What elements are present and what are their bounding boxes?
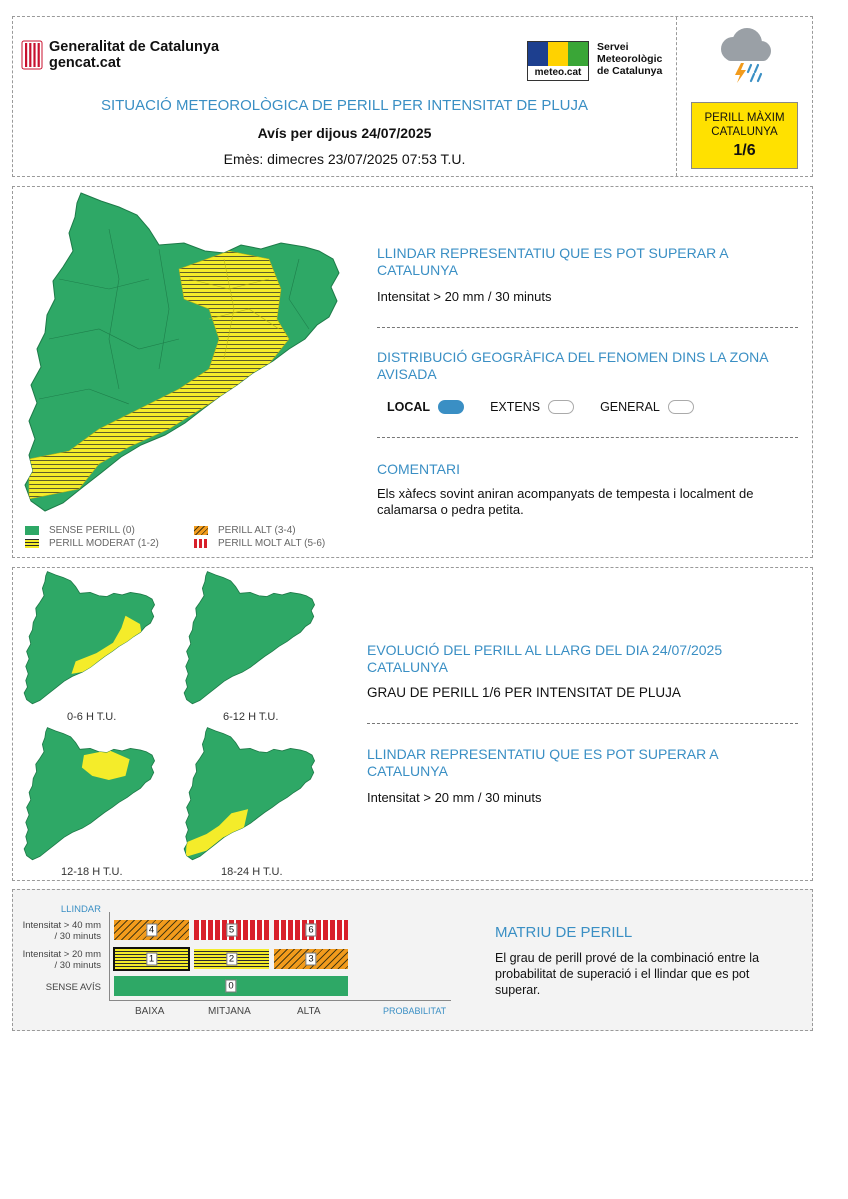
generalitat-name: Generalitat de Catalunya [49,39,220,55]
page-title: SITUACIÓ METEOROLÒGICA DE PERILL PER INTENSITAT DE PLUJA [100,97,589,114]
distribution-option-local [387,400,464,414]
matrix-cell-label: 1 [146,953,157,966]
danger-grade: GRAU DE PERILL 1/6 PER INTENSITAT DE PLUJA [367,685,681,700]
max-danger-label2: CATALUNYA [711,126,778,138]
matrix-description: El grau de perill prové de la combinació entre la probabilitat de superació i el llindar que es pot superar. [495,951,760,997]
map-period-6-12 [181,570,321,705]
map-period-0-6 [21,570,161,705]
legend-swatch-green [25,526,39,535]
distribution-options [387,400,720,414]
matrix-x-title: PROBABILITAT [383,1006,447,1016]
separator [367,723,798,724]
smc-name-line3: de Catalunya [597,65,663,77]
comment-title: COMENTARI [377,461,460,477]
legend-moderate: PERILL MODERAT (1-2) [49,538,159,549]
period-label-18-24: 18-24 H T.U. [221,866,283,878]
max-danger-label1: PERILL MÀXIM [704,112,785,124]
matrix-cell-4 [114,920,189,940]
matrix-cell-0 [114,976,348,996]
distribution-option-extens [490,400,574,414]
matrix-cell-label: 3 [305,953,316,966]
matrix-cell-5 [194,920,269,940]
summary-panel [12,186,813,558]
distribution-indicator-local [438,400,464,414]
evolution-threshold-title: LLINDAR REPRESENTATIU QUE ES POT SUPERAR A CATALUNYA [367,746,718,779]
matrix-cell-label: 4 [146,924,157,937]
meteocat-badge-label: meteo.cat [534,67,582,78]
matrix-cell-label: 5 [226,924,237,937]
comment-text: Els xàfecs sovint aniran acompanyats de tempesta i localment de calamarsa o pedra petita. [377,486,754,517]
matrix-cell-2 [194,949,269,969]
distribution-indicator-extens [548,400,574,414]
warning-date: Avís per dijous 24/07/2025 [257,125,432,141]
matrix-cell-label: 0 [225,980,236,993]
matrix-cell-label: 2 [226,953,237,966]
distribution-option-general [600,400,694,414]
smc-logo [527,41,662,81]
legend-swatch-orange [194,526,208,535]
catalonia-danger-map [19,189,353,514]
generalitat-logo [21,39,219,71]
matrix-x-label-high: ALTA [297,1006,321,1017]
legend-right [194,524,325,550]
legend-left [25,524,159,550]
evolution-panel [12,567,813,881]
period-label-6-12: 6-12 H T.U. [223,711,279,723]
evolution-region: CATALUNYA [367,659,448,675]
separator [377,437,798,438]
meteocat-badge [527,41,589,81]
evolution-title: EVOLUCIÓ DEL PERILL AL LLARG DEL DIA 24/07/2025 [367,642,723,658]
matrix-cell-3 [274,949,348,969]
header-panel [12,16,813,177]
legend-swatch-yellow [25,539,39,548]
map-period-12-18 [21,726,161,861]
matrix-y-axis [109,912,110,1000]
legend-very-high: PERILL MOLT ALT (5-6) [218,538,326,549]
matrix-panel [12,889,813,1031]
period-label-0-6: 0-6 H T.U. [67,711,117,723]
threshold-value: Intensitat > 20 mm / 30 minuts [377,289,552,304]
max-danger-value: 1/6 [733,142,756,159]
distribution-label-local: LOCAL [387,400,431,414]
matrix-x-axis [109,1000,451,1001]
matrix-row-label-40: Intensitat > 40 mm / 30 minuts [22,920,101,942]
evolution-threshold-value: Intensitat > 20 mm / 30 minuts [367,790,542,805]
matrix-row-label-20: Intensitat > 20 mm / 30 minuts [22,949,101,971]
threshold-title: LLINDAR REPRESENTATIU QUE ES POT SUPERAR A CATALUNYA [377,245,728,278]
senyera-icon [21,40,43,70]
matrix-cell-6 [274,920,348,940]
separator [377,327,798,328]
header-divider [676,17,677,176]
legend-none: SENSE PERILL (0) [49,525,135,536]
legend-swatch-red [194,539,208,548]
gencat-url: gencat.cat [49,55,121,71]
map-period-18-24 [181,726,321,861]
smc-name-line1: Servei [597,41,629,53]
matrix-cell-1 [115,949,188,969]
matrix-title: MATRIU DE PERILL [495,924,633,941]
matrix-cell-label: 6 [305,924,316,937]
legend-high: PERILL ALT (3-4) [218,525,296,536]
distribution-label-general: GENERAL [600,400,660,414]
matrix-y-title: LLINDAR [60,904,101,915]
issued-timestamp: Emès: dimecres 23/07/2025 07:53 T.U. [223,151,466,167]
max-danger-box [691,102,798,169]
smc-name-line2: Meteorològic [597,53,663,65]
distribution-label-extens: EXTENS [490,400,541,414]
period-label-12-18: 12-18 H T.U. [61,866,123,878]
matrix-row-label-none: SENSE AVÍS [45,982,101,993]
matrix-x-label-low: BAIXA [135,1006,165,1017]
distribution-title: DISTRIBUCIÓ GEOGRÀFICA DEL FENOMEN DINS LA ZONA AVISADA [377,349,768,382]
matrix-x-label-medium: MITJANA [208,1006,251,1017]
distribution-indicator-general [668,400,694,414]
rain-storm-icon [711,25,777,85]
